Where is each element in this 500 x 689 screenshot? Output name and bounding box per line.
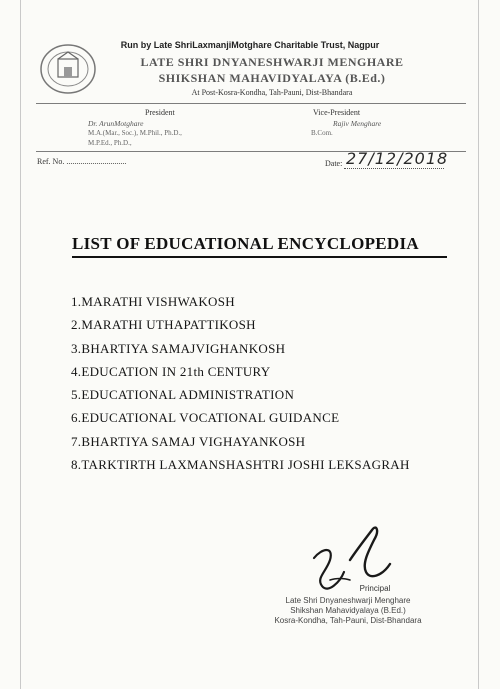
date-dotted-line [344,168,444,169]
vice-president-name: Rajiv Menghare [333,119,382,128]
title-underline [72,256,447,258]
list-item: 2.MARATHI UTHAPATTIKOSH [71,317,256,333]
president-title: President [145,108,175,117]
college-name-line2: SHIKSHAN MAHAVIDYALAYA (B.Ed.) [158,71,386,85]
list-item: 7.BHARTIYA SAMAJ VIGHAYANKOSH [71,433,306,449]
list-item: 1.MARATHI VISHWAKOSH [71,294,235,309]
vice-president-title: Vice-President [313,108,361,117]
list-item: 6.EDUCATIONAL VOCATIONAL GUIDANCE [71,410,340,426]
signatory-college: Late Shri Dnyaneshwarji Menghare [285,596,411,605]
list-item: 5.EDUCATIONAL ADMINISTRATION [71,387,295,403]
date-label: Date: [325,159,343,168]
president-qualification: M.A.(Mar., Soc.), M.Phil., Ph.D., [88,129,182,137]
page-edge-line [20,0,21,689]
vice-president-qualification: B.Com. [311,129,333,137]
list-item: 3.BHARTIYA SAMAJVIGHANKOSH [71,340,286,356]
encyclopedia-list [71,290,410,476]
signatory-college: Shikshan Mahavidyalaya (B.Ed.) [290,606,406,615]
college-seal-icon [39,43,97,95]
president-name: Dr. ArunMotghare [88,119,144,128]
signatory-address: Kosra-Kondha, Tah-Pauni, Dist-Bhandara [274,616,422,625]
trust-line: Run by Late ShriLaxmanjiMotghare Charitable Trust, Nagpur [120,40,380,50]
president-qualification: M.P.Ed., Ph.D., [88,139,132,147]
reference-number: Ref. No. .............................. [37,157,127,166]
college-address: At Post-Kosra-Kondha, Tah-Pauni, Dist-Bhandara [191,88,353,97]
list-item: 4.EDUCATION IN 21th CENTURY [71,363,271,379]
college-name-line1: LATE SHRI DNYANESHWARJI MENGHARE [140,55,404,69]
list-item: 8.TARKTIRTH LAXMANSHASHTRI JOSHI LEKSAGRAH [71,457,410,473]
date-value: 27/12/2018 [346,149,449,168]
header-rule [36,103,466,104]
page-edge-line [478,0,479,689]
principal-title: Principal [359,584,391,593]
page-title: LIST OF EDUCATIONAL ENCYCLOPEDIA [72,234,419,253]
